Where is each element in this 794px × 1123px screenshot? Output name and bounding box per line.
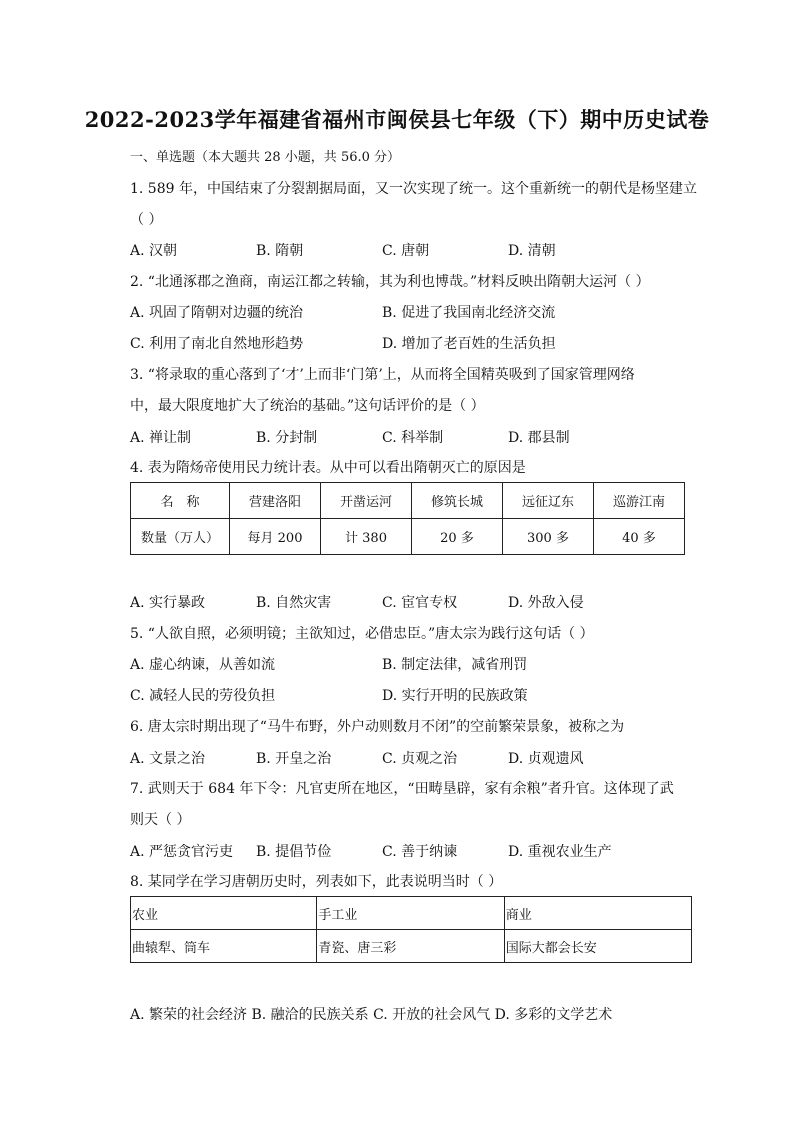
labor-statistics-table bbox=[130, 482, 685, 555]
table-row bbox=[131, 519, 685, 555]
q7-option-d[interactable]: D. 重视农业生产 bbox=[508, 844, 612, 860]
table-cell: 300 多 bbox=[503, 519, 594, 555]
table-cell: 数量（万人） bbox=[131, 519, 230, 555]
table-cell: 20 多 bbox=[412, 519, 503, 555]
question-2-options-row-1 bbox=[130, 302, 700, 322]
table-cell: 名 称 bbox=[131, 483, 230, 519]
q5-option-c[interactable]: C. 减轻人民的劳役负担 bbox=[130, 688, 276, 704]
question-3-options bbox=[130, 427, 700, 447]
table-cell: 计 380 bbox=[321, 519, 412, 555]
q7-option-c[interactable]: C. 善于纳谏 bbox=[382, 844, 458, 860]
q6-option-b[interactable]: B. 开皇之治 bbox=[256, 751, 332, 767]
q2-option-a[interactable]: A. 巩固了隋朝对边疆的统治 bbox=[130, 305, 304, 321]
q7-option-b[interactable]: B. 提倡节俭 bbox=[256, 844, 332, 860]
q6-option-d[interactable]: D. 贞观遗风 bbox=[508, 751, 584, 767]
table-cell: 商业 bbox=[504, 897, 691, 930]
table-cell: 开凿运河 bbox=[321, 483, 412, 519]
table-row bbox=[131, 930, 692, 963]
table-cell: 农业 bbox=[131, 897, 317, 930]
question-2-options-row-2 bbox=[130, 333, 700, 353]
question-1-line-2: （ ） bbox=[130, 212, 163, 228]
table-cell: 修筑长城 bbox=[412, 483, 503, 519]
q2-option-b[interactable]: B. 促进了我国南北经济交流 bbox=[382, 305, 556, 321]
q3-option-d[interactable]: D. 郡县制 bbox=[508, 430, 570, 446]
question-1-line-1: 1. 589 年，中国结束了分裂割据局面，又一次实现了统一。这个重新统一的朝代是杨坚建立 bbox=[130, 181, 697, 197]
tang-economy-table bbox=[130, 896, 692, 963]
question-5-line-1: 5. “人欲自照，必须明镜；主欲知过，必借忠臣。”唐太宗为践行这句话（ ） bbox=[130, 626, 594, 642]
table-cell: 每月 200 bbox=[230, 519, 321, 555]
table-cell: 巡游江南 bbox=[594, 483, 685, 519]
question-2-line-1: 2. “北通涿郡之渔商，南运江都之转输，其为利也博哉。”材料反映出隋朝大运河（ ） bbox=[130, 274, 650, 290]
q2-option-d[interactable]: D. 增加了老百姓的生活负担 bbox=[382, 336, 556, 352]
q7-option-a[interactable]: A. 严惩贪官污吏 bbox=[130, 844, 234, 860]
table-cell: 远征辽东 bbox=[503, 483, 594, 519]
q1-option-d[interactable]: D. 清朝 bbox=[508, 243, 556, 259]
page-title: 2022-2023学年福建省福州市闽侯县七年级（下）期中历史试卷 bbox=[84, 107, 710, 132]
table-header-row bbox=[131, 483, 685, 519]
table-cell: 营建洛阳 bbox=[230, 483, 321, 519]
q5-option-b[interactable]: B. 制定法律，减省刑罚 bbox=[382, 657, 528, 673]
q5-option-a[interactable]: A. 虚心纳谏，从善如流 bbox=[130, 657, 276, 673]
q1-option-b[interactable]: B. 隋朝 bbox=[256, 243, 304, 259]
question-5-options-row-2 bbox=[130, 685, 700, 705]
question-3-line-2: 中，最大限度地扩大了统治的基础。”这句话评价的是（ ） bbox=[130, 398, 485, 414]
q1-option-a[interactable]: A. 汉朝 bbox=[130, 243, 178, 259]
question-4-options bbox=[130, 592, 700, 612]
table-cell: 手工业 bbox=[317, 897, 504, 930]
q3-option-a[interactable]: A. 禅让制 bbox=[130, 430, 192, 446]
question-7-line-2: 则天（ ） bbox=[130, 812, 191, 828]
q1-option-c[interactable]: C. 唐朝 bbox=[382, 243, 430, 259]
q5-option-d[interactable]: D. 实行开明的民族政策 bbox=[382, 688, 528, 704]
q3-option-b[interactable]: B. 分封制 bbox=[256, 430, 318, 446]
q2-option-c[interactable]: C. 利用了南北自然地形趋势 bbox=[130, 336, 304, 352]
question-4-line-1: 4. 表为隋炀帝使用民力统计表。从中可以看出隋朝灭亡的原因是 bbox=[130, 460, 526, 476]
q3-option-c[interactable]: C. 科举制 bbox=[382, 430, 444, 446]
question-3-line-1: 3. “将录取的重心落到了‘才’上而非‘门第’上，从而将全国精英吸到了国家管理网络 bbox=[130, 367, 635, 383]
question-8-line-1: 8. 某同学在学习唐朝历史时，列表如下，此表说明当时（ ） bbox=[130, 874, 503, 890]
question-7-line-1: 7. 武则天于 684 年下令：凡官吏所在地区，“田畴垦辟，家有余粮”者升官。这体现了武 bbox=[130, 781, 674, 797]
question-8-options[interactable]: A. 繁荣的社会经济 B. 融洽的民族关系 C. 开放的社会风气 D. 多彩的文学艺术 bbox=[130, 1007, 613, 1023]
q4-option-d[interactable]: D. 外敌入侵 bbox=[508, 595, 584, 611]
question-6-line-1: 6. 唐太宗时期出现了“马牛布野，外户动则数月不闭”的空前繁荣景象，被称之为 bbox=[130, 719, 625, 735]
table-cell: 国际大都会长安 bbox=[504, 930, 691, 963]
q6-option-a[interactable]: A. 文景之治 bbox=[130, 751, 206, 767]
question-5-options-row-1 bbox=[130, 654, 700, 674]
q6-option-c[interactable]: C. 贞观之治 bbox=[382, 751, 458, 767]
table-cell: 曲辕犁、筒车 bbox=[131, 930, 317, 963]
question-1-options bbox=[130, 240, 700, 260]
table-header-row bbox=[131, 897, 692, 930]
question-6-options bbox=[130, 748, 700, 768]
q4-option-c[interactable]: C. 宦官专权 bbox=[382, 595, 458, 611]
section-heading: 一、单选题（本大题共 28 小题，共 56.0 分） bbox=[130, 150, 401, 165]
q4-option-a[interactable]: A. 实行暴政 bbox=[130, 595, 206, 611]
table-cell: 40 多 bbox=[594, 519, 685, 555]
q4-option-b[interactable]: B. 自然灾害 bbox=[256, 595, 332, 611]
question-7-options bbox=[130, 841, 700, 861]
table-cell: 青瓷、唐三彩 bbox=[317, 930, 504, 963]
